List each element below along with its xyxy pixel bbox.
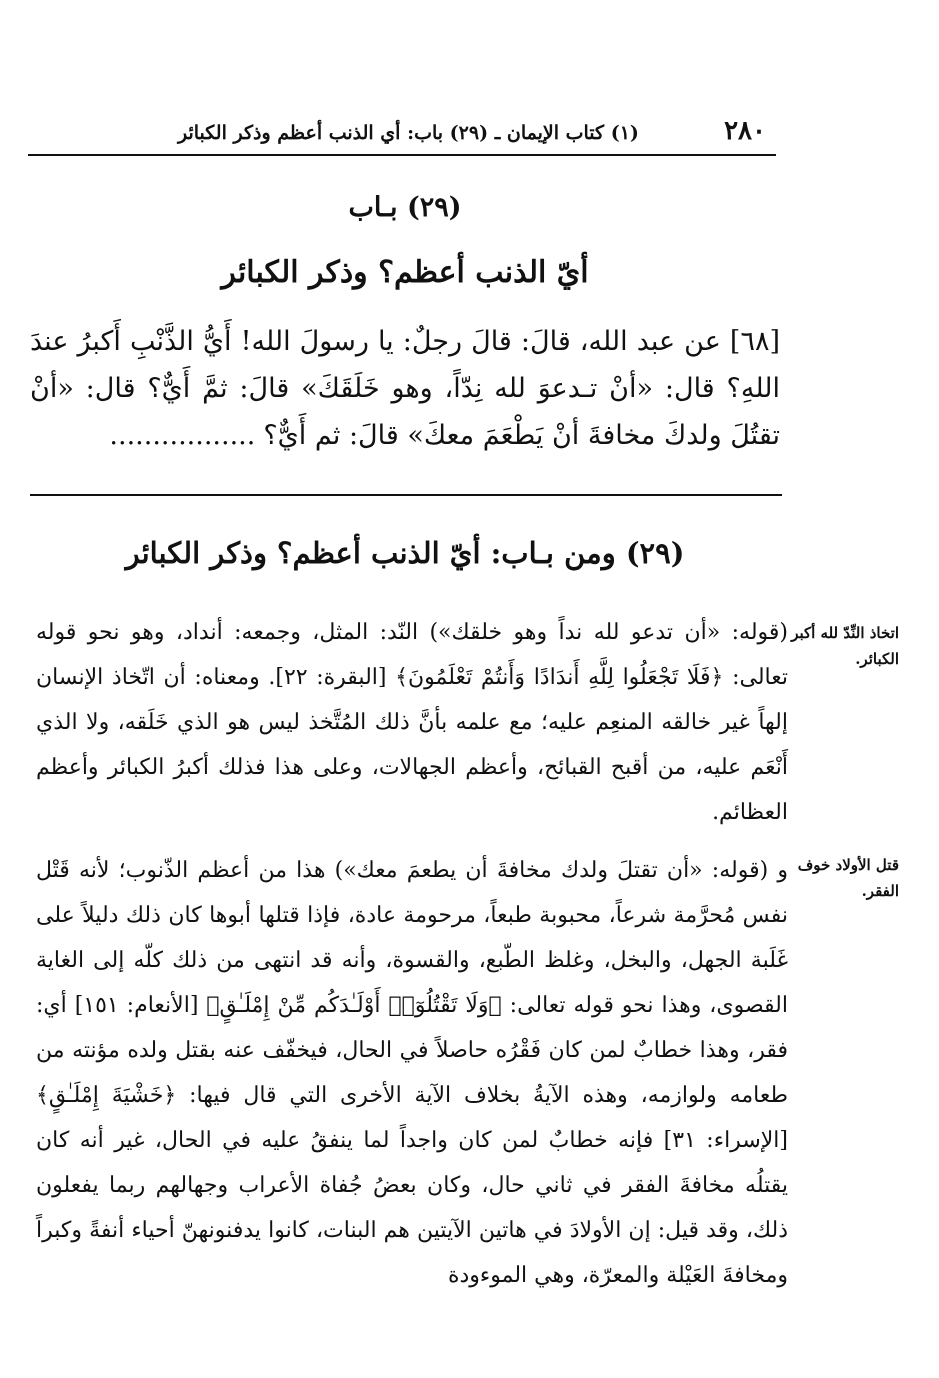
hadith-body: [٦٨] عن عبد الله، قالَ: قالَ رجلٌ: يا رسولَ الله! أَيُّ الذَّنْبِ أَكبرُ عندَ اللهِ؟ قال: «أنْ تـدعوَ لله نِدّاً، وهو خَلَقَكَ» قالَ: ثمَّ أَيٌّ؟ قال: «أنْ تقتُلَ ولدكَ مخافةَ أنْ يَطْعَمَ معكَ» قالَ: ثم أَيٌّ؟ (30, 326, 780, 451)
commentary-heading: (٢٩) ومن بـاب: أيّ الذنب أعظم؟ وذكر الكبائر (125, 536, 685, 570)
page-number: ٢٨٠ (724, 116, 766, 146)
running-title: (١) كتاب الإيمان ـ (٢٩) باب: أي الذنب أعظم وذكر الكبائر (178, 122, 639, 144)
hadith-text (30, 318, 780, 459)
chapter-heading: (٢٩) بـاب (348, 192, 462, 223)
chapter-title: أيّ الذنب أعظم؟ وذكر الكبائر (221, 255, 589, 290)
running-head (28, 116, 776, 156)
hadith-ellipsis: ................. (109, 420, 256, 451)
commentary-paragraph: و (قوله: «أن تقتلَ ولدك مخافةَ أن يطعمَ معك») هذا من أعظم الذّنوب؛ لأنه قَتْل نفس مُحرَّمة شرعاً، محبوبة طبعاً، مرحومة عادة، فإذا قتلها أبوها كان ذلك دليلاً على غَلَبة الجهل، والبخل، وغلظ الطّبع، والقسوة، وأنه قد انتهى من ذلك كلّه إلى الغاية القصوى، وهذا نحو قوله تعالى: ﴿وَلَا تَقْتُلُوٓا۟ أَوْلَـٰدَكُم مِّنْ إِمْلَـٰقٍ﴾ [الأنعام: ١٥١] أي: فقر، وهذا خطابٌ لمن كان فَقْرُه حاصلاً في الحال، فيخفّف عنه بقتل ولده مؤنته من طعامه ولوازمه، وهذه الآيةُ بخلاف الآية الأخرى التي قال فيها: ﴿خَشْيَةَ إِمْلَـٰقٍ﴾ [الإسراء: ٣١] فإنه خطابٌ لمن كان واجداً لما ينفقُ عليه في الحال، غير أنه كان يقتلُه مخافةَ الفقر في ثاني حال، وكان بعضُ جُفاة الأعراب وجهالهم ربما يفعلون ذلك، وقد قيل: إن الأولادَ في هاتين الآيتين هم البنات، كانوا يدفنونهنّ أحياء أنفةً وكبراً ومخافةَ العَيْلة والمعرّة، وهي الموءودة (36, 858, 788, 1288)
margin-note: قتل الأولاد خوف الفقر. (797, 856, 899, 900)
section-divider (30, 494, 782, 496)
commentary-paragraph: (قوله: «أن تدعو لله نداً وهو خلقك») النّد: المثل، وجمعه: أنداد، وهو نحو قوله تعالى: ﴿فَلَا تَجْعَلُوا لِلَّهِ أَندَادًا وَأَنتُمْ تَعْلَمُونَ﴾ [البقرة: ٢٢]. ومعناه: أن اتّخاذ الإنسان إلهاً غير خالقه المنعِم عليه؛ مع علمه بأنَّ ذلك المُتَّخذ ليس هو الذي خَلَقه، ولا الذي أَنْعَم عليه، من أقبح القبائح، وأعظم الجهالات، وعلى هذا فذلك أكبرُ الكبائر وأعظم العظائم. (36, 620, 788, 825)
margin-note: اتخاذ النِّدّ لله أكبر الكبائر. (791, 624, 899, 668)
